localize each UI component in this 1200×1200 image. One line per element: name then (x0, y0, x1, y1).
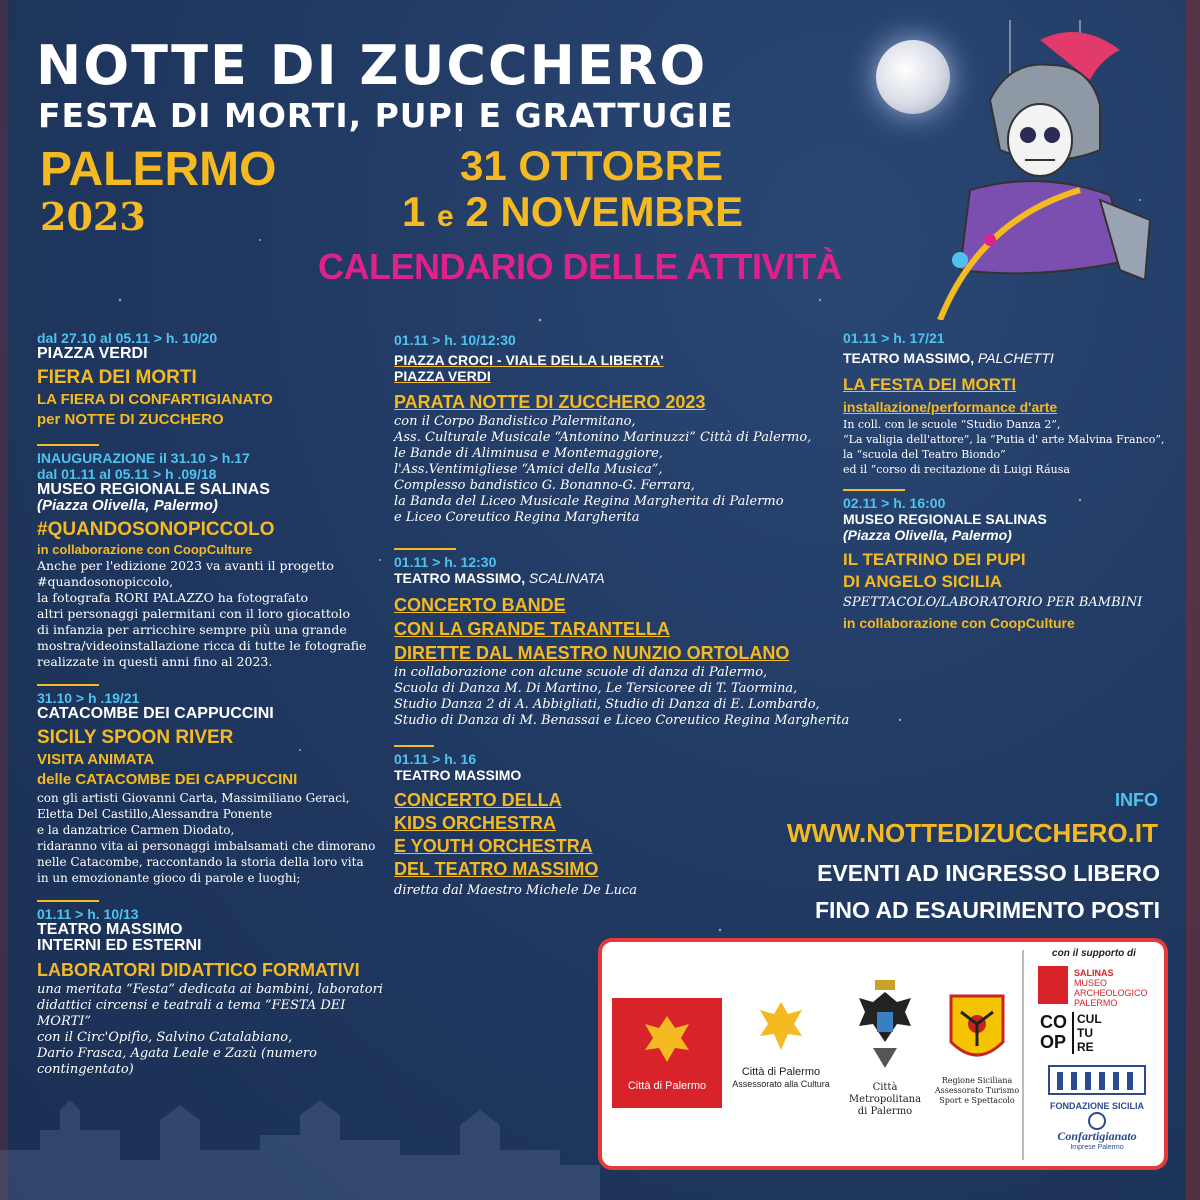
event-place: TEATRO MASSIMO (394, 767, 522, 783)
event-quandosonopiccolo (37, 450, 387, 670)
event-time: 01.11 > h. 12:30 (394, 554, 497, 570)
event-time: 01.11 > h. 10/12:30 (394, 332, 516, 348)
event-place-address: (Piazza Olivella, Palermo) (843, 527, 1012, 543)
desc-line: Complesso bandistico G. Bonanno-G. Ferrara, (394, 478, 695, 493)
event-description (394, 665, 864, 729)
desc-line: l'Ass.Ventimigliese “Amici della Musica”, (394, 462, 663, 477)
event-fiera-dei-morti (37, 330, 387, 430)
confartigianato-logo (1042, 1112, 1152, 1154)
logo-caption-2: Assessorato alla Cultura (732, 1079, 830, 1089)
event-place-detail: SCALINATA (528, 570, 605, 586)
logo-caption: Città di Palermo (627, 1080, 707, 1092)
separator (37, 684, 99, 686)
date-line-2-and: e (437, 200, 454, 233)
desc-line: con il Circ'Opifìo, Salvino Catalabiano, (37, 1030, 293, 1045)
event-title: #QUANDOSONOPICCOLO (37, 519, 275, 540)
event-description (37, 790, 387, 886)
event-time: 01.11 > h. 16 (394, 751, 477, 767)
event-title-2: KIDS ORCHESTRA (394, 813, 557, 833)
event-place-2: INTERNI ED ESTERNI (37, 937, 202, 954)
calendar-heading: CALENDARIO DELLE ATTIVITÀ (318, 246, 842, 287)
desc-line: nelle Catacombe, raccontando la storia della loro vita (37, 855, 364, 869)
logo-caption-2: di Palermo (857, 1106, 913, 1117)
event-place: CATACOMBE DEI CAPPUCCINI (37, 705, 274, 722)
event-festa-dei-morti (843, 330, 1183, 477)
subtitle: FESTA DI MORTI, PUPI E GRATTUGIE (38, 96, 734, 135)
event-title-3: E YOUTH ORCHESTRA (394, 836, 593, 856)
separator (394, 745, 434, 747)
logo-caption: FONDAZIONE SICILIA (1050, 1101, 1144, 1111)
event-laboratori (37, 906, 387, 1078)
event-place-line (843, 350, 1183, 367)
desc-line: e Liceo Coreutico Regina Margherita (394, 510, 640, 525)
event-time-2: dal 01.11 al 05.11 > h .09/18 (37, 466, 217, 482)
coopculture-logo (1040, 1012, 1120, 1058)
support-caption: con il supporto di (1052, 948, 1136, 959)
event-title: CONCERTO BANDE (394, 595, 566, 615)
desc-line: la fotografa RORI PALAZZO ha fotografato (37, 590, 309, 605)
logo-caption-5: RE (1077, 1040, 1094, 1054)
desc-line: le Bande di Aliminusa e Montemaggiore, (394, 446, 663, 461)
logo-caption-2: OP (1040, 1032, 1067, 1052)
logo-caption: CO (1040, 1012, 1067, 1032)
desc-line: ed il “corso di recitazione di Luigi Ráusa (843, 463, 1070, 476)
trinacria-icon (947, 992, 1007, 1072)
event-time: dal 27.10 al 05.11 > h. 10/20 (37, 330, 218, 346)
salinas-logo (1038, 962, 1158, 1008)
logo-caption-2: MUSEO (1074, 978, 1108, 988)
date-line-2-day2: 2 NOVEMBRE (465, 188, 744, 235)
event-description (843, 417, 1183, 477)
event-title: LABORATORI DIDATTICO FORMATIVI (37, 960, 360, 980)
regione-siciliana-logo (932, 992, 1022, 1106)
desc-line: la Banda del Liceo Musicale Regina Margherita di Palermo (394, 494, 784, 509)
event-place-address: (Piazza Olivella, Palermo) (37, 497, 218, 514)
event-place: MUSEO REGIONALE SALINAS (843, 511, 1047, 527)
event-description (37, 982, 387, 1078)
event-subtitle: VISITA ANIMATA (37, 751, 155, 768)
sponsor-logos-box (598, 938, 1168, 1170)
puppet-skeleton-knight-illustration (930, 20, 1170, 320)
logo-caption: SALINAS (1074, 968, 1114, 978)
desc-line: Ass. Culturale Musicale “Antonino Marinuzzi” Città di Palermo, (394, 430, 812, 445)
event-time: 01.11 > h. 10/13 (37, 906, 139, 922)
main-title: NOTTE DI ZUCCHERO (36, 34, 708, 97)
logo-caption: Città Metropolitana (848, 1082, 922, 1105)
desc-line: Studio Danza 2 di A. Abbigliati, Studio di Danza di E. Lombardo, (394, 697, 820, 712)
logo-caption-4: PALERMO (1074, 998, 1118, 1008)
eagle-icon (637, 1010, 697, 1070)
citta-metropolitana-logo (840, 978, 930, 1118)
event-subtitle-2: per NOTTE DI ZUCCHERO (37, 411, 224, 428)
desc-line: e la danzatrice Carmen Diodato, (37, 823, 235, 837)
column-1 (37, 330, 387, 1078)
desc-line: Anche per l'edizione 2023 va avanti il progetto (37, 558, 334, 573)
event-parata (394, 332, 864, 526)
separator (394, 548, 456, 550)
event-subtitle-2: delle CATACOMBE DEI CAPPUCCINI (37, 771, 298, 788)
assessorato-cultura-logo (726, 998, 836, 1090)
event-description: diretta dal Maestro Michele De Luca (394, 883, 637, 898)
city-name: PALERMO (40, 143, 277, 196)
desc-line: con gli artisti Giovanni Carta, Massimiliano Geraci, (37, 791, 350, 805)
desc-line: mostra/videoinstallazione ricca di tutte le fotografie (37, 638, 367, 653)
desc-line: Dario Frasca, Agata Leale e Zazù (numero contingentato) (37, 1046, 317, 1077)
citta-di-palermo-logo (612, 998, 722, 1108)
event-concerto-bande (394, 554, 864, 729)
info-label: INFO (1115, 790, 1158, 810)
date-line-2-day1: 1 (402, 188, 426, 235)
desc-line: #quandosonopiccolo, (37, 574, 174, 589)
building-icon (1047, 1062, 1147, 1096)
event-description (394, 414, 864, 526)
availability-notice: FINO AD ESAURIMENTO POSTI (814, 897, 1160, 923)
logo-caption-2: Imprese Palermo (1070, 1144, 1124, 1151)
website-link[interactable]: WWW.NOTTEDIZUCCHERO.IT (786, 818, 1158, 848)
free-entry-notice: EVENTI AD INGRESSO LIBERO (817, 860, 1160, 886)
edition-year: 2023 (40, 194, 146, 239)
desc-line: Scuola di Danza M. Di Martino, Le Tersicoree di T. Taormina, (394, 681, 798, 696)
event-title-2: DI ANGELO SICILIA (843, 572, 1002, 591)
event-subtitle: installazione/performance d'arte (843, 399, 1058, 415)
event-collaboration: in collaborazione con CoopCulture (37, 542, 253, 557)
event-description (37, 558, 387, 670)
event-place: TEATRO MASSIMO, (394, 570, 526, 586)
desc-line: una meritata “Festa” dedicata ai bambini, laboratori (37, 982, 383, 997)
event-time: INAUGURAZIONE il 31.10 > h.17 (37, 450, 250, 466)
event-place-detail: PALCHETTI (977, 350, 1054, 366)
logo-caption: Confartigianato (1057, 1129, 1137, 1143)
city-skyline-illustration (0, 1080, 600, 1200)
event-place-line (394, 570, 864, 587)
desc-line: didattici circensi e teatrali a tema “FESTA DEI MORTI” (37, 998, 346, 1029)
event-place: TEATRO MASSIMO (37, 921, 183, 938)
event-teatrino-pupi (843, 495, 1183, 633)
event-time: 31.10 > h .19/21 (37, 690, 140, 706)
separator (37, 444, 99, 446)
desc-line: altri personaggi palermitani con il loro giocattolo (37, 606, 350, 621)
desc-line: con il Corpo Bandistico Palermitano, (394, 414, 636, 429)
event-title-4: DEL TEATRO MASSIMO (394, 859, 599, 879)
event-place: TEATRO MASSIMO, (843, 350, 975, 366)
desc-line: in collaborazione con alcune scuole di danza di Palermo, (394, 665, 768, 680)
desc-line: la “scuola del Teatro Biondo” (843, 448, 1006, 461)
date-line-1: 31 OTTOBRE (460, 142, 723, 189)
event-time: 01.11 > h. 17/21 (843, 330, 945, 346)
event-sicily-spoon-river (37, 690, 387, 886)
desc-line: Eletta Del Castillo,Alessandra Ponente (37, 807, 273, 821)
event-title: LA FESTA DEI MORTI (843, 375, 1017, 394)
event-place-2: PIAZZA VERDI (394, 368, 491, 384)
confartigianato-mark-icon (1088, 1112, 1106, 1130)
left-border-decoration (0, 0, 8, 1200)
logo-caption: Città di Palermo (741, 1066, 821, 1078)
event-place: MUSEO REGIONALE SALINAS (37, 481, 270, 498)
event-title: IL TEATRINO DEI PUPI (843, 550, 1026, 569)
right-border-decoration (1186, 0, 1200, 1200)
eagle-icon (756, 998, 806, 1062)
date-line-2 (402, 188, 743, 236)
logo-caption-3: CUL (1077, 1012, 1102, 1026)
logo-caption-3: Sport e Spettacolo (939, 1096, 1015, 1105)
event-title-2: CON LA GRANDE TARANTELLA (394, 619, 670, 639)
logo-caption-4: TU (1077, 1026, 1093, 1040)
logo-caption: Regione Siciliana (941, 1076, 1013, 1085)
separator (37, 900, 99, 902)
event-title: CONCERTO DELLA (394, 790, 562, 810)
desc-line: in un emozionante gioco di parole e luoghi; (37, 871, 301, 885)
desc-line: di infanzia per arricchire sempre più una grande (37, 622, 347, 637)
event-collaboration: in collaborazione con CoopCulture (843, 615, 1075, 631)
desc-line: In coll. con le scuole “Studio Danza 2”, (843, 418, 1061, 431)
event-title: SICILY SPOON RIVER (37, 727, 234, 748)
column-2 (394, 332, 864, 899)
desc-line: ridaranno vita ai personaggi imbalsamati che dimorano (37, 839, 376, 853)
desc-line: “La valigia dell'attore”, la “Putia d' arte Malvina Franco”, (843, 433, 1165, 446)
desc-line: Studio di Danza di M. Benassai e Liceo Coreutico Regina Margherita (394, 713, 850, 728)
logo-caption-2: Assessorato Turismo (934, 1086, 1020, 1095)
event-description: SPETTACOLO/LABORATORIO PER BAMBINI (843, 595, 1143, 610)
salinas-mark-icon (1038, 966, 1068, 1004)
separator (843, 489, 905, 491)
fondazione-sicilia-logo (1042, 1062, 1152, 1112)
event-title: FIERA DEI MORTI (37, 367, 197, 388)
event-subtitle: LA FIERA DI CONFARTIGIANATO (37, 391, 273, 408)
divider (1022, 950, 1024, 1160)
column-3 (843, 330, 1183, 633)
event-place: PIAZZA CROCI - VIALE DELLA LIBERTA' (394, 352, 664, 368)
coat-of-arms-icon (853, 978, 917, 1078)
event-title-3: DIRETTE DAL MAESTRO NUNZIO ORTOLANO (394, 643, 790, 663)
logo-caption-3: ARCHEOLOGICO (1074, 988, 1148, 998)
event-place: PIAZZA VERDI (37, 345, 148, 362)
event-title: PARATA NOTTE DI ZUCCHERO 2023 (394, 392, 706, 412)
desc-line: realizzate in questi anni fino al 2023. (37, 654, 273, 669)
event-time: 02.11 > h. 16:00 (843, 495, 946, 511)
